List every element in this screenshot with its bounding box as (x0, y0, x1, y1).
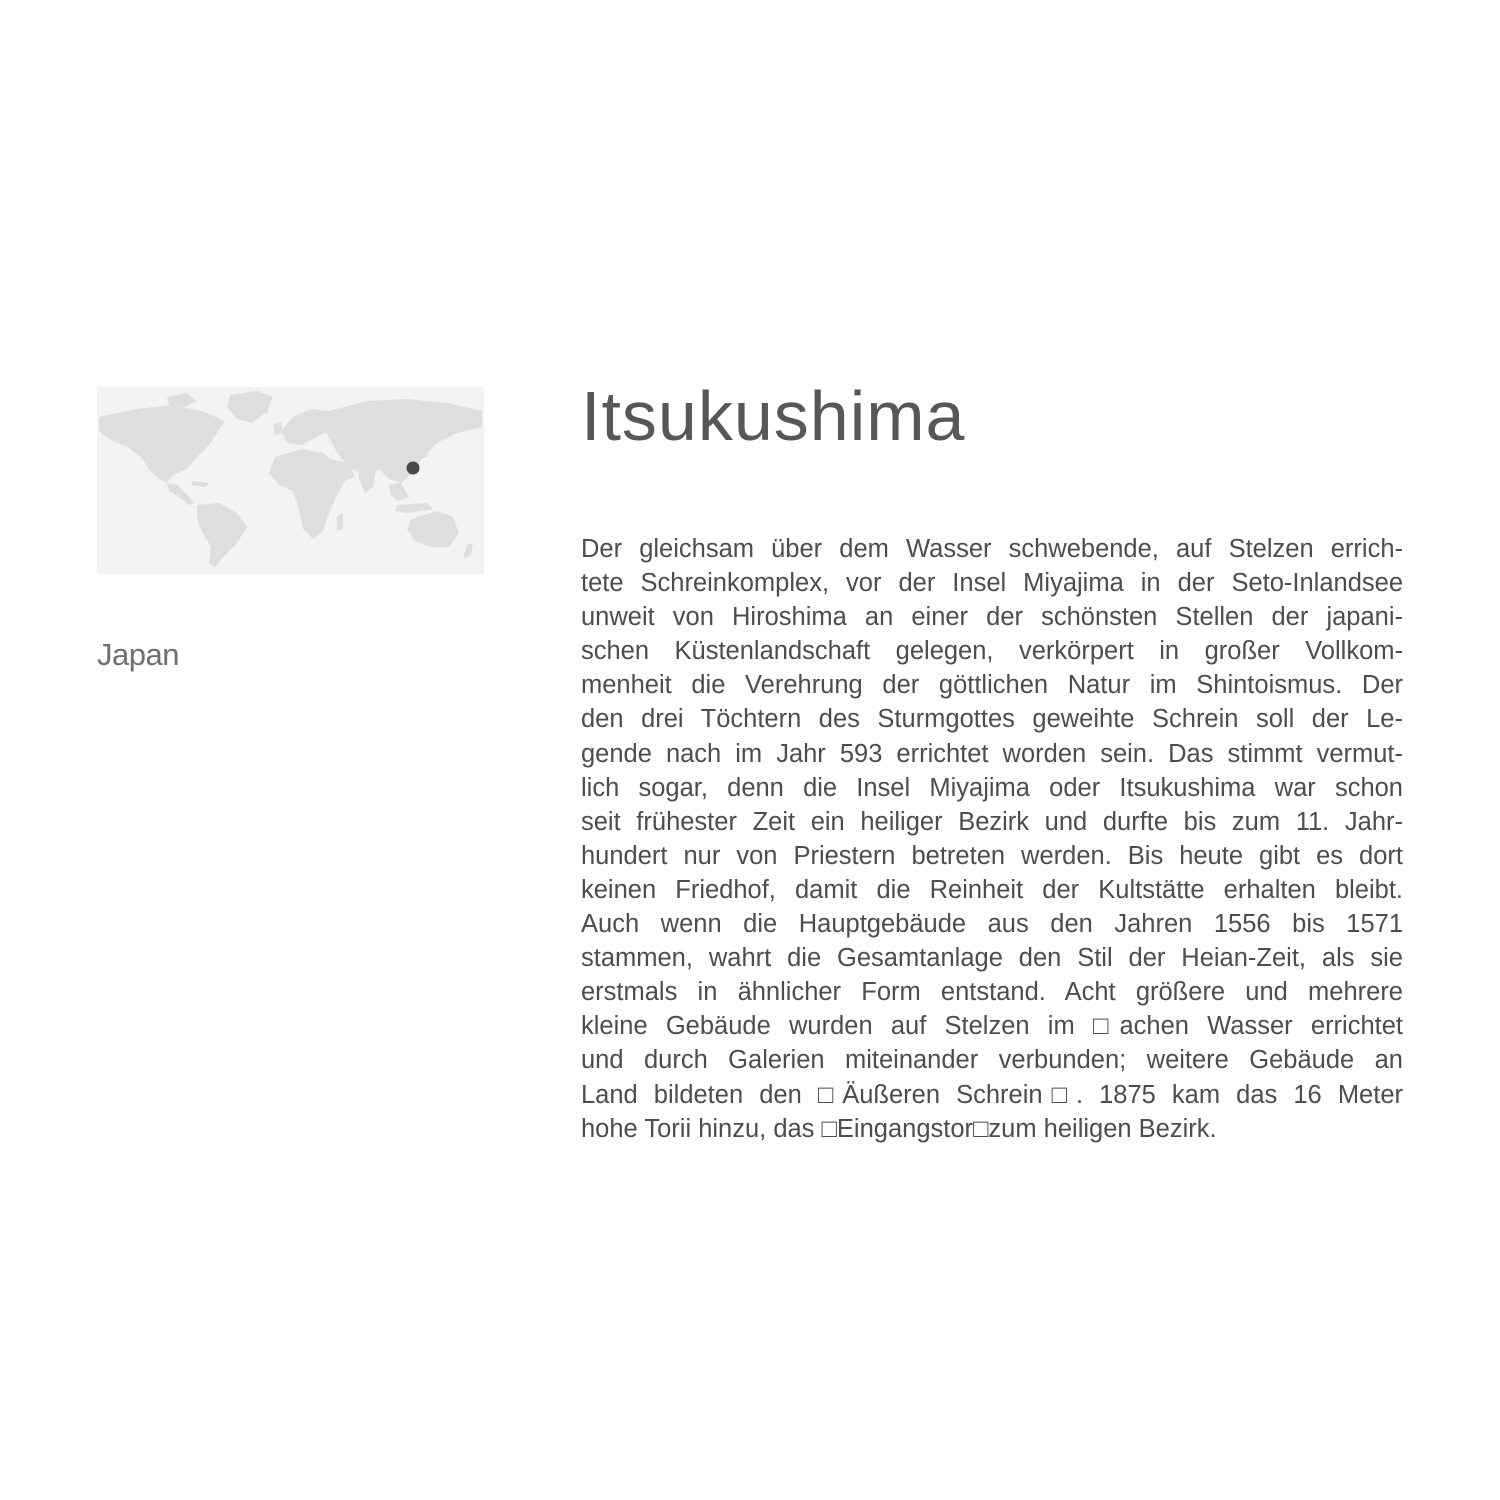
text-line: kleine Gebäude wurden auf Stelzen im □achen Wasser errichtet (581, 1012, 1403, 1041)
country-label: Japan (97, 637, 179, 672)
text-line: schen Küstenlandschaft gelegen, verkörpert in großer Vollkom- (581, 637, 1403, 666)
text-line: unweit von Hiroshima an einer der schönsten Stellen der japani- (581, 603, 1403, 632)
world-map (97, 387, 484, 574)
text-line: Der gleichsam über dem Wasser schwebende, auf Stelzen errich- (581, 535, 1403, 563)
text-line: den drei Töchtern des Sturmgottes geweihte Schrein soll der Le- (581, 705, 1403, 734)
text-line: hohe Torii hinzu, das □Eingangstor□zum heiligen Bezirk. (581, 1114, 1217, 1143)
text-line: Auch wenn die Hauptgebäude aus den Jahren 1556 bis 1571 (581, 910, 1403, 939)
text-line: gende nach im Jahr 593 errichtet worden sein. Das stimmt vermut- (581, 739, 1403, 768)
text-line: keinen Friedhof, damit die Reinheit der Kultstätte erhalten bleibt. (581, 875, 1403, 904)
world-map-icon (97, 387, 484, 574)
text-line: lich sogar, denn die Insel Miyajima oder Itsukushima war schon (581, 773, 1403, 802)
text-line: hundert nur von Priestern betreten werden. Bis heute gibt es dort (581, 841, 1403, 870)
text-line: tete Schreinkomplex, vor der Insel Miyajima in der Seto-Inlandsee (581, 569, 1403, 598)
text-line: seit frühester Zeit ein heiliger Bezirk und durfte bis zum 11. Jahr- (581, 807, 1403, 836)
text-line: Land bildeten den □Äußeren Schrein□. 1875 kam das 16 Meter (581, 1080, 1403, 1109)
location-marker-icon (407, 462, 420, 475)
body-text (581, 532, 1403, 1146)
text-line: stammen, wahrt die Gesamtanlage den Stil der Heian-Zeit, als sie (581, 944, 1403, 973)
text-line: menheit die Verehrung der göttlichen Natur im Shintoismus. Der (581, 671, 1403, 700)
page-title: Itsukushima (581, 377, 966, 455)
text-line: und durch Galerien miteinander verbunden; weitere Gebäude an (581, 1046, 1403, 1075)
text-line: erstmals in ähnlicher Form entstand. Acht größere und mehrere (581, 978, 1403, 1007)
